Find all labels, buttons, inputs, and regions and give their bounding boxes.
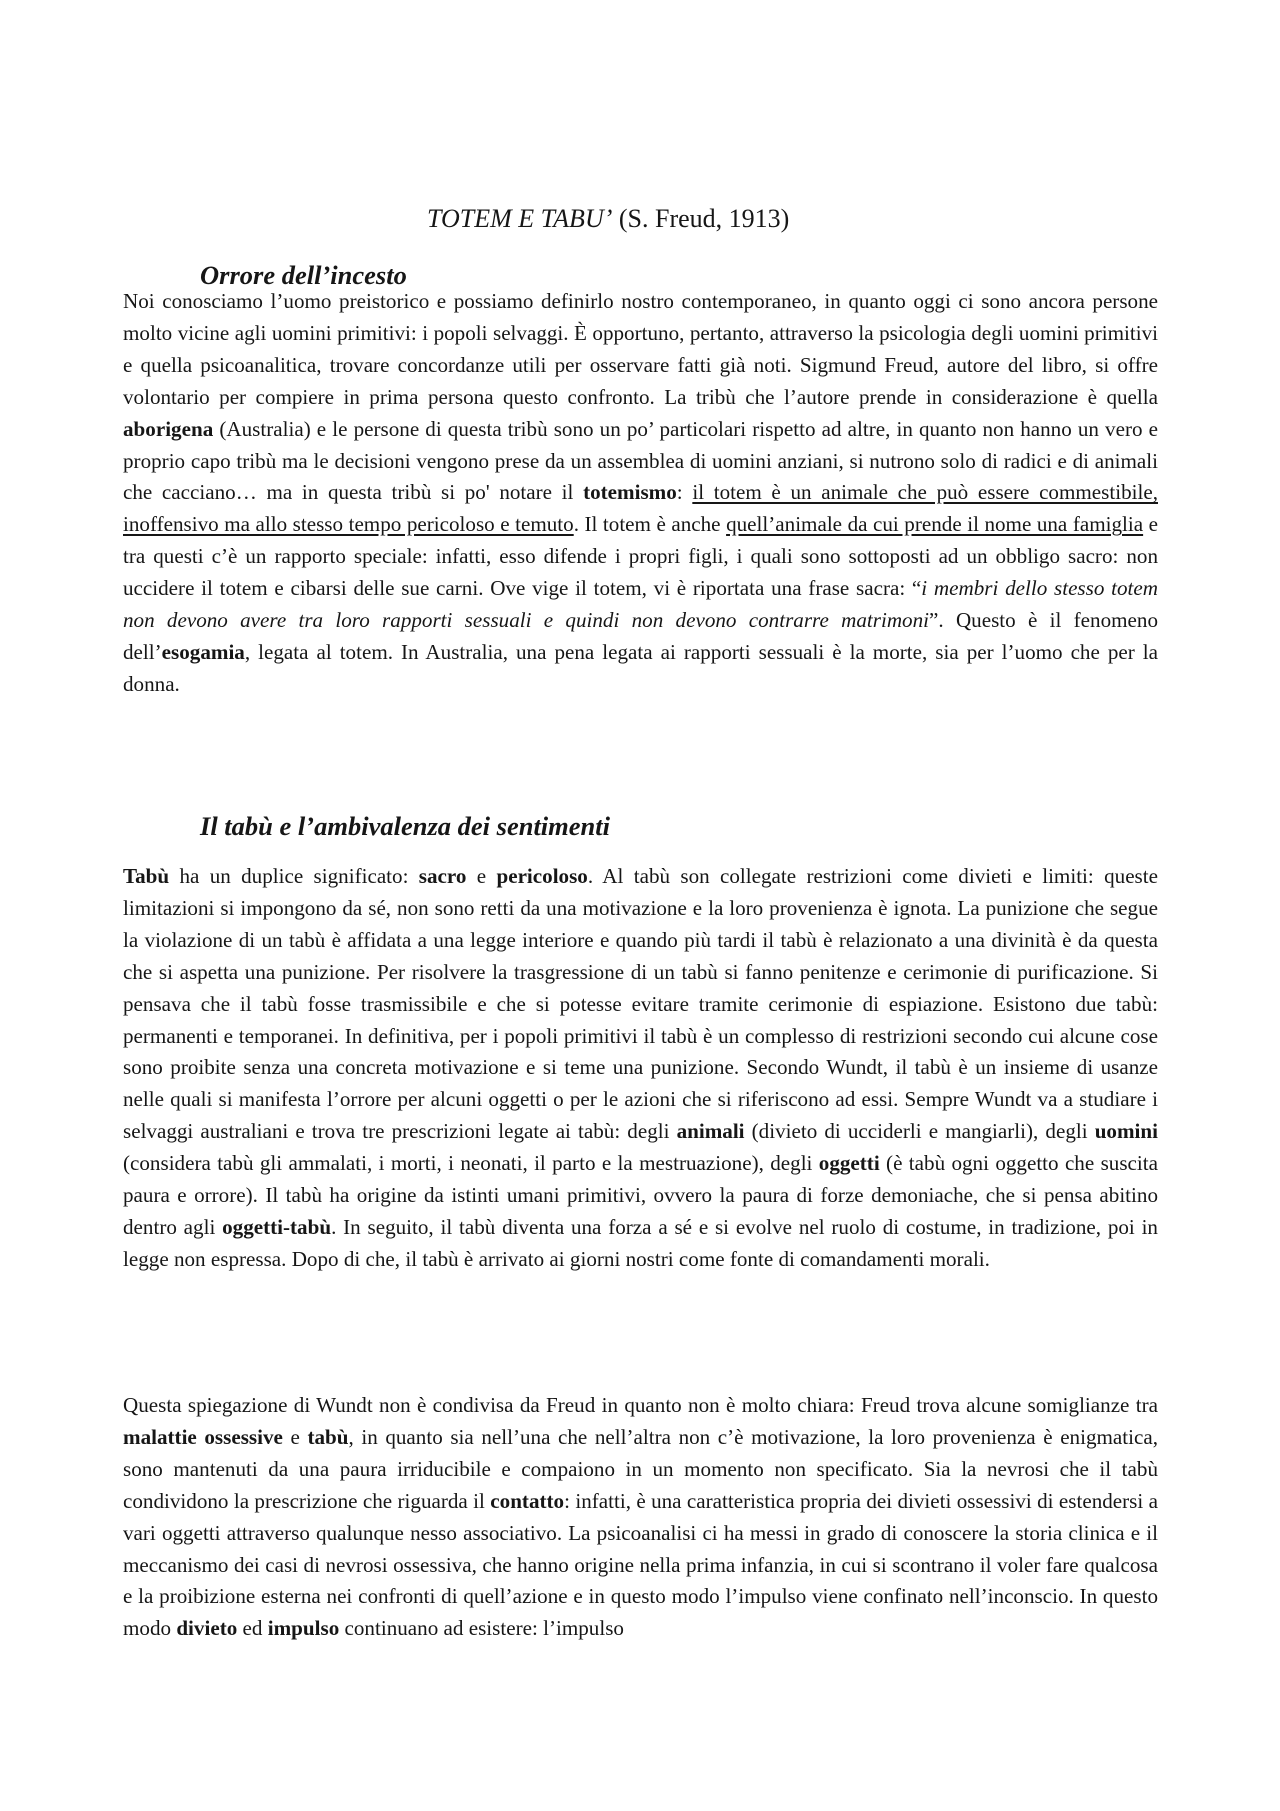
text-run: : infatti, è una caratteristica propria dei divieti ossessivi di estendersi a vari oggetti attraverso qualunque nesso associativo. La psicoanalisi ci ha messi in grado di conoscere la storia clinica e il meccanismo dei casi di nevrosi ossessiva, che hanno origine nella prima infanzia, in cui si scontrano il voler fare qualcosa e la proibizione esterna nei confronti di quell’azione e in questo modo l’impulso viene confinato nell’inconscio. In questo modo [123, 1488, 1158, 1641]
text-run-bold: oggetti-tabù [222, 1214, 332, 1239]
title-citation: (S. Freud, 1913) [612, 204, 790, 233]
text-run-bold: esogamia [161, 639, 245, 664]
text-run-bold: totemismo [583, 480, 677, 505]
text-run: . In seguito, il tabù diventa una forza a sé e si evolve nel ruolo di costume, in tradizione, poi in legge non espressa. Dopo di che, il tabù è arrivato ai giorni nostri come fonte di comandamenti morali. [123, 1214, 1158, 1271]
text-run-bold: impulso [267, 1616, 340, 1641]
text-run-bold: Tabù [123, 864, 170, 888]
text-run-bold: contatto [490, 1488, 565, 1513]
text-run: continuano ad esistere: l’impulso [339, 1616, 624, 1641]
text-run-bold: animali [676, 1119, 745, 1144]
text-run-bold: uomini [1094, 1119, 1158, 1144]
text-run-italic-quote: i membri dello stesso totem non devono avere tra loro rapporti sessuali e quindi non devono contrarre matrimoni [123, 576, 1158, 633]
text-run-bold: pericoloso [496, 864, 588, 888]
text-run: ha un duplice significato: [169, 864, 419, 888]
document-title [427, 202, 789, 236]
text-run: . Il totem è anche [573, 512, 727, 537]
text-run: : [676, 480, 693, 505]
text-run-bold: oggetti [818, 1151, 880, 1176]
text-run: e tra questi c’è un rapporto speciale: infatti, esso difende i propri figli, i quali sono sottoposti ad un obbligo sacro: non uccidere il totem e cibarsi delle sue carni. Ove vige il totem, vi è riportata una frase sacra: “ [123, 512, 1158, 601]
paragraph-taboo-definition [123, 861, 1158, 1276]
text-run-bold: divieto [176, 1616, 238, 1641]
text-run: . Al tabù son collegate restrizioni come divieti e limiti: queste limitazioni si impongono da sé, non sono retti da una motivazione e la loro provenienza è ignota. La punizione che segue la violazione di un tabù è affidata a una legge interiore e quando più tardi il tabù è relazionato a una divinità è da questa che si aspetta una punizione. Per risolvere la trasgressione di un tabù si fanno penitenze e cerimonie di purificazione. Si pensava che il tabù fosse trasmissibile e che si potesse evitare tramite cerimonie di espiazione. Esistono due tabù: permanenti e temporanei. In definitiva, per i popoli primitivi il tabù è un complesso di restrizioni secondo cui alcune cose sono proibite senza una concreta motivazione e si teme una punizione. Secondo Wundt, il tabù è un insieme di usanze nelle quali si manifesta l’orrore per alcuni oggetti o per le azioni che si riferiscono ad essi. Sempre Wundt va a studiare i selvaggi australiani e trova tre prescrizioni legate ai tabù: degli [123, 864, 1158, 1144]
text-run: , in quanto sia nell’una che nell’altra non c’è motivazione, la loro provenienza è enigmatica, sono mantenuti da una paura irriducibile e compaiono in un momento non specificato. Sia la nevrosi che il tabù condividono la prescrizione che riguarda il [123, 1424, 1158, 1513]
paragraph-incest [123, 286, 1158, 701]
text-run: (Australia) e le persone di questa tribù sono un po’ particolari rispetto ad altre, in quanto non hanno un vero e proprio capo tribù ma le decisioni vengono prese da un assemblea di uomini anziani, si nutrono solo di radici e di animali che cacciano… ma in questa tribù si po' notare il [123, 416, 1158, 505]
text-run: Noi conosciamo l’uomo preistorico e possiamo definirlo nostro contemporaneo, in quanto oggi ci sono ancora persone molto vicine agli uomini primitivi: i popoli selvaggi. È opportuno, pertanto, attraverso la psicologia degli uomini primitivi e quella psicoanalitica, trovare concordanze utili per osservare fatti già noti. Sigmund Freud, autore del libro, si offre volontario per compiere in prima persona questo confronto. La tribù che l’autore prende in considerazione è quella [123, 289, 1158, 409]
text-run: (è tabù ogni oggetto che suscita paura e orrore). Il tabù ha origine da istinti umani primitivi, ovvero la paura di forze demoniache, che si pensa abitino dentro agli [123, 1151, 1158, 1239]
text-run-bold: tabù [307, 1424, 349, 1449]
text-run: (divieto di ucciderli e mangiarli), degli [744, 1119, 1095, 1144]
text-run-bold: malattie ossessive [123, 1424, 283, 1449]
text-run: ed [237, 1616, 268, 1641]
title-italic: TOTEM E TABU’ [427, 204, 613, 233]
text-run-bold: aborigena [123, 416, 214, 441]
section-heading-taboo: Il tabù e l’ambivalenza dei sentimenti [200, 811, 611, 841]
section-heading-incest: Orrore dell’incesto [200, 260, 407, 290]
paragraph-freud-comparison [123, 1390, 1158, 1645]
text-run: e [282, 1424, 308, 1449]
text-run: (considera tabù gli ammalati, i morti, i neonati, il parto e la mestruazione), degli [123, 1151, 819, 1176]
text-run: e [466, 864, 497, 888]
text-run: , legata al totem. In Australia, una pena legata ai rapporti sessuali è la morte, sia per l’uomo che per la donna. [123, 639, 1158, 696]
text-run-underlined: quell’animale da cui prende il nome una famiglia [726, 512, 1144, 537]
text-run-bold: sacro [418, 864, 467, 888]
text-run: Questa spiegazione di Wundt non è condivisa da Freud in quanto non è molto chiara: Freud trova alcune somiglianze tra [123, 1393, 1158, 1417]
text-run-underlined: il totem è un animale che può essere commestibile, inoffensivo ma allo stesso tempo pericoloso e temuto [123, 480, 1158, 537]
text-run: ”. Questo è il fenomeno dell’ [123, 608, 1158, 664]
